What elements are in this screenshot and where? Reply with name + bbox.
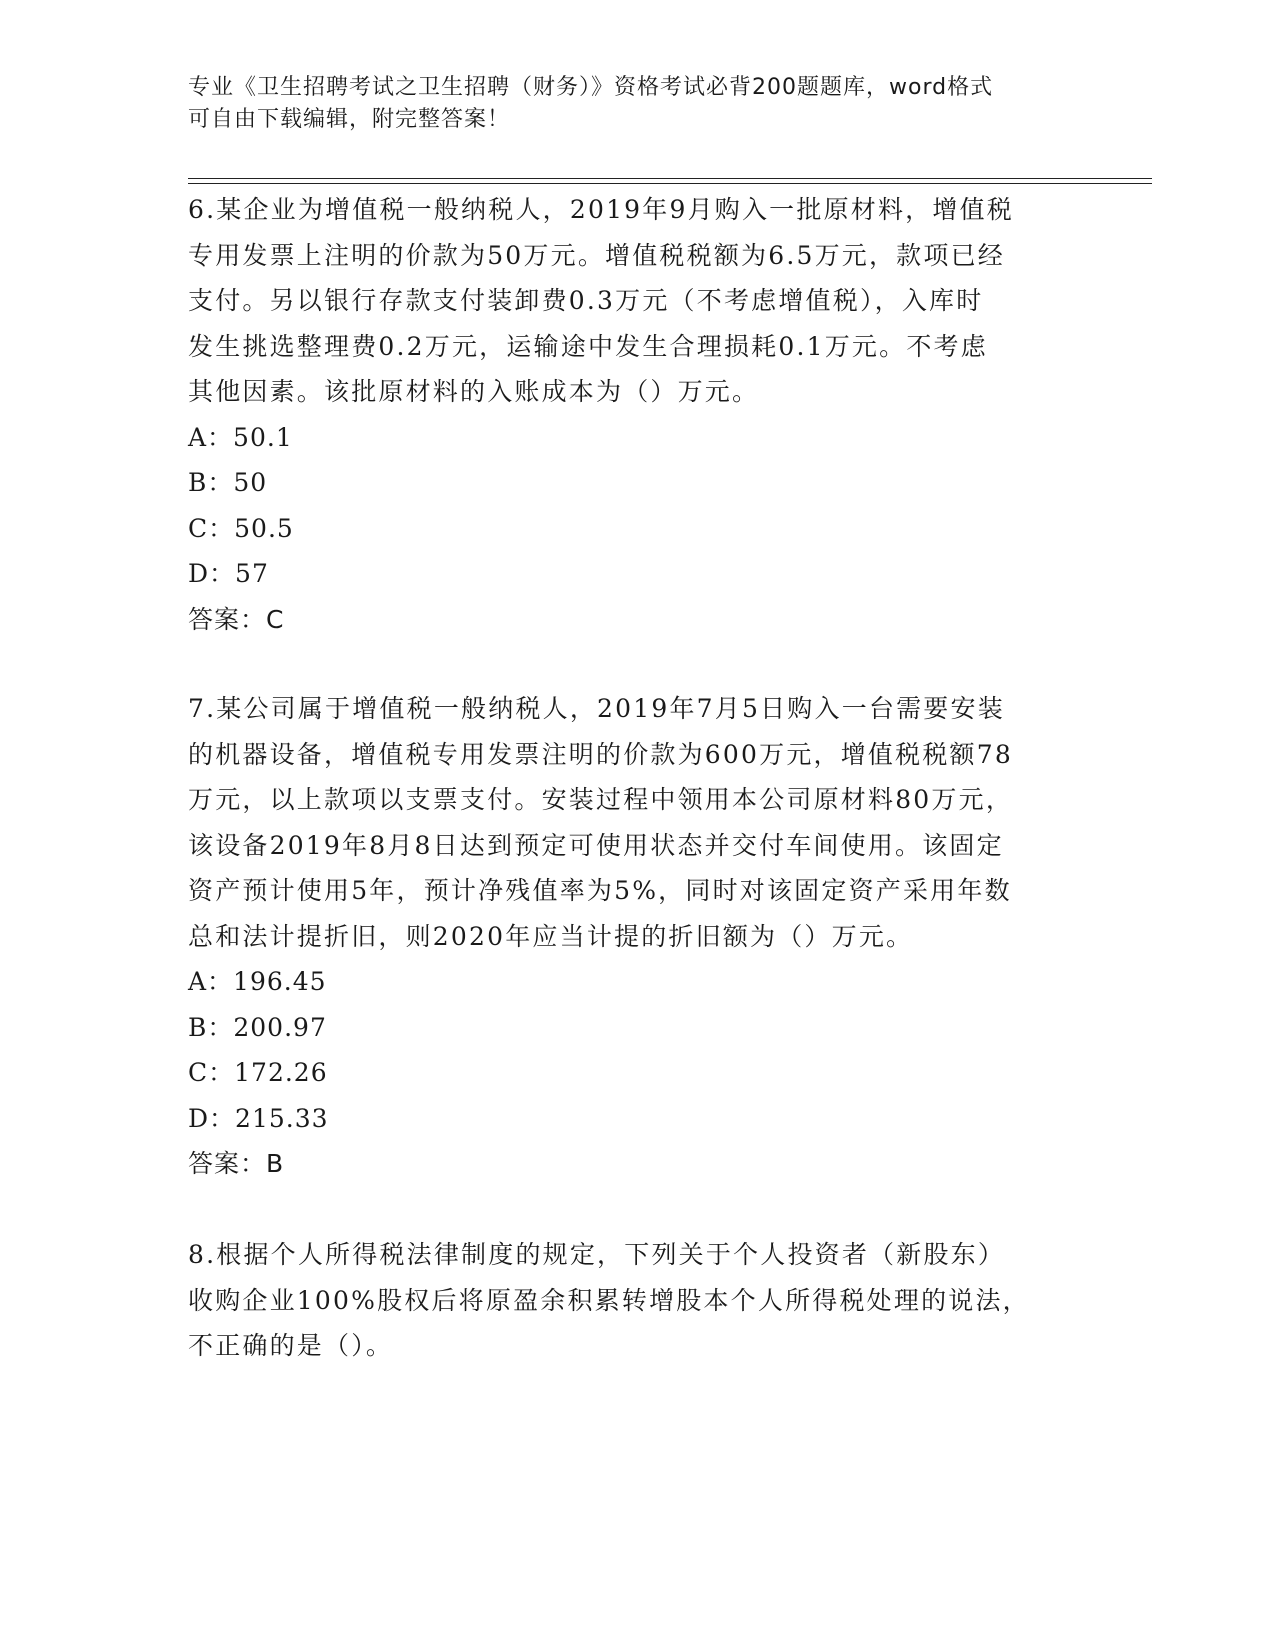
question-line: 的机器设备，增值税专用发票注明的价款为600万元，增值税税额78 [188,739,1013,769]
question-line: 收购企业100%股权后将原盈余积累转增股本个人所得税处理的说法， [188,1285,1030,1315]
question-8 [188,1232,1088,1369]
option-a: A：50.1 [188,422,293,452]
question-line: 7.某公司属于增值税一般纳税人，2019年7月5日购入一台需要安装 [188,694,1005,723]
header-line-1: 专业《卫生招聘考试之卫生招聘（财务）》资格考试必背200题题库，word格式 [188,75,994,100]
option-d: D：57 [188,559,269,588]
question-line: 其他因素。该批原材料的入账成本为（）万元。 [188,377,760,406]
question-line: 专用发票上注明的价款为50万元。增值税税额为6.5万元，款项已经 [188,240,1005,270]
question-line: 万元，以上款项以支票支付。安装过程中领用本公司原材料80万元， [188,785,1014,814]
question-line: 发生挑选整理费0.2万元，运输途中发生合理损耗0.1万元。不考虑 [188,331,988,361]
question-7 [188,686,1088,1187]
question-6 [188,187,1088,642]
header-line-2: 可自由下载编辑，附完整答案！ [188,107,511,132]
answer-label: 答案：C [188,604,285,634]
question-line: 资产预计使用5年，预计净残值率为5%，同时对该固定资产采用年数 [188,876,1012,905]
option-b: B：200.97 [188,1012,327,1042]
document-header [188,72,1068,136]
question-line: 总和法计提折旧，则2020年应当计提的折旧额为（）万元。 [188,921,914,951]
answer-label: 答案：B [188,1149,285,1178]
question-line: 支付。另以银行存款支付装卸费0.3万元（不考虑增值税），入库时 [188,286,984,315]
header-divider-bottom [188,183,1152,184]
option-c: C：50.5 [188,513,294,543]
option-a: A：196.45 [188,967,327,996]
option-b: B：50 [188,468,268,497]
question-line: 8.根据个人所得税法律制度的规定，下列关于个人投资者（新股东） [188,1240,1006,1269]
question-line: 不正确的是（）。 [188,1331,394,1360]
header-divider-top [188,178,1152,179]
question-line: 该设备2019年8月8日达到预定可使用状态并交付车间使用。该固定 [188,830,1004,860]
question-line: 6.某企业为增值税一般纳税人，2019年9月购入一批原材料，增值税 [188,195,1014,224]
option-c: C：172.26 [188,1058,328,1087]
option-d: D：215.33 [188,1103,329,1133]
